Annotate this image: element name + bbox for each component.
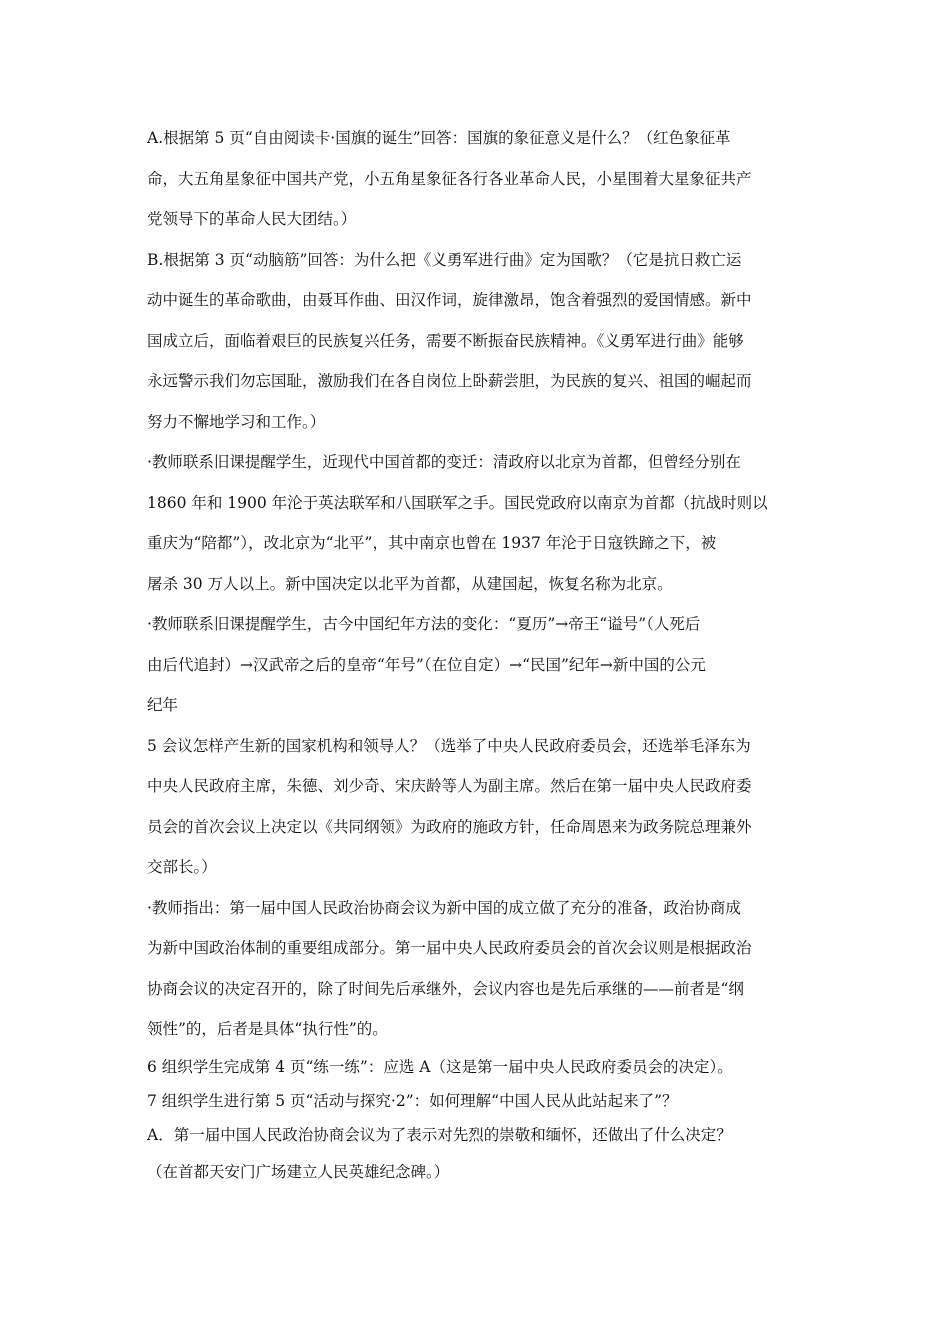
paragraph-line: 纪年 xyxy=(147,696,179,714)
paragraph-line: 领性”的，后者是具体“执行性”的。 xyxy=(147,1020,388,1038)
paragraph-line: 中央人民政府主席，朱德、刘少奇、宋庆龄等人为副主席。然后在第一届中央人民政府委 xyxy=(147,777,752,795)
paragraph-line: 1860 年和 1900 年沦于英法联军和八国联军之手。国民党政府以南京为首都（抗战时则以 xyxy=(147,493,768,512)
paragraph-line: 5 会议怎样产生新的国家机构和领导人？（选举了中央人民政府委员会，还选举毛泽东为 xyxy=(147,736,751,755)
paragraph-line: ·教师联系旧课提醒学生，近现代中国首都的变迁：清政府以北京为首都，但曾经分别在 xyxy=(147,453,741,471)
paragraph-line: ·教师指出：第一届中国人民政治协商会议为新中国的成立做了充分的准备，政治协商成 xyxy=(147,898,741,917)
paragraph-line: A.根据第 5 页“自由阅读卡·国旗的诞生”回答：国旗的象征意义是什么？（红色象征革 xyxy=(147,129,731,147)
paragraph-line: 永远警示我们勿忘国耻，激励我们在各自岗位上卧薪尝胆，为民族的复兴、祖国的崛起而 xyxy=(147,372,752,390)
paragraph-line: 交部长。） xyxy=(147,858,217,876)
paragraph-line: B.根据第 3 页“动脑筋”回答：为什么把《义勇军进行曲》定为国歌？（它是抗日救亡运 xyxy=(147,250,742,269)
paragraph-line: 努力不懈地学习和工作。） xyxy=(147,412,326,431)
paragraph-line: 命，大五角星象征中国共产党，小五角星象征各行各业革命人民，小星围着大星象征共产 xyxy=(147,169,752,188)
paragraph-line: 党领导下的革命人民大团结。） xyxy=(147,210,357,228)
paragraph-line: 动中诞生的革命歌曲，由聂耳作曲、田汉作词，旋律激昂，饱含着强烈的爱国情感。新中 xyxy=(147,291,752,309)
paragraph-line: 协商会议的决定召开的，除了时间先后承继外，会议内容也是先后承继的——前者是“纲 xyxy=(147,979,744,998)
paragraph-line: 员会的首次会议上决定以《共同纲领》为政府的施政方针，任命周恩来为政务院总理兼外 xyxy=(147,817,752,836)
paragraph-line: ·教师联系旧课提醒学生，古今中国纪年方法的变化：“夏历”→帝王“谥号”（人死后 xyxy=(147,615,701,633)
paragraph-line: 国成立后，面临着艰巨的民族复兴任务，需要不断振奋民族精神。《义勇军进行曲》能够 xyxy=(147,331,744,350)
paragraph-line: 6 组织学生完成第 4 页“练一练”：应选 A（这是第一届中央人民政府委员会的决定）。 xyxy=(147,1057,733,1076)
paragraph-line: 由后代追封）→汉武帝之后的皇帝“年号”（在位自定）→“民国”纪年→新中国的公元 xyxy=(147,655,706,674)
paragraph-line: 重庆为“陪都”），改北京为“北平”，其中南京也曾在 1937 年沦于日寇铁蹄之下，被 xyxy=(147,534,717,552)
paragraph-line: （在首都天安门广场建立人民英雄纪念碑。） xyxy=(147,1162,450,1181)
paragraph-line: A．第一届中国人民政治协商会议为了表示对先烈的崇敬和缅怀，还做出了什么决定？ xyxy=(147,1125,732,1144)
paragraph-line: 屠杀 30 万人以上。新中国决定以北平为首都，从建国起，恢复名称为北京。 xyxy=(147,574,673,593)
paragraph-line: 为新中国政治体制的重要组成部分。第一届中央人民政府委员会的首次会议则是根据政治 xyxy=(147,939,752,957)
document-body xyxy=(147,118,812,1192)
paragraph-line: 7 组织学生进行第 5 页“活动与探究·2”：如何理解“中国人民从此站起来了”？ xyxy=(147,1091,678,1110)
